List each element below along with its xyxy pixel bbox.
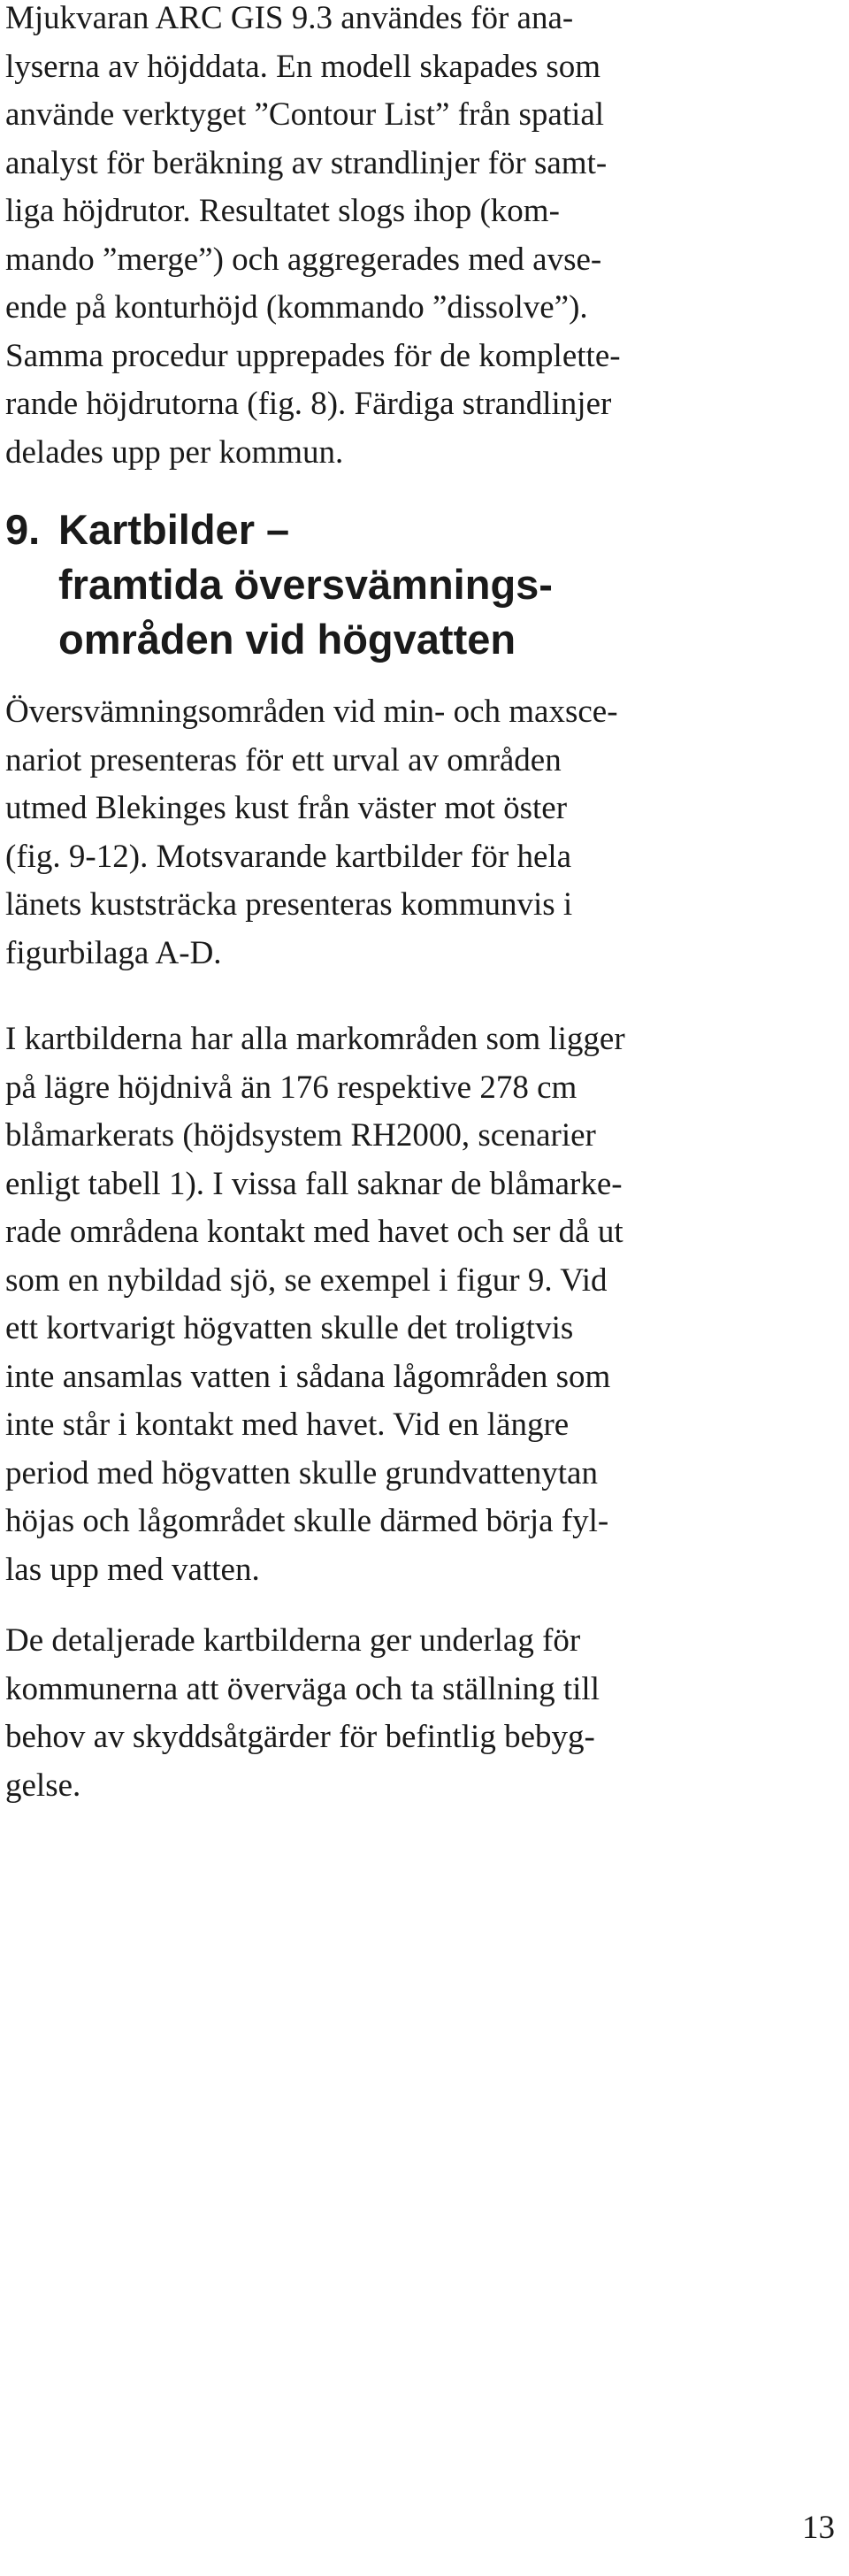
section-title-line-1: Kartbilder – — [58, 506, 290, 553]
section-title-line-3: områden vid högvatten — [58, 616, 516, 663]
section-title-line-2: framtida översvämnings- — [58, 561, 553, 608]
body-paragraph-2: I kartbilderna har alla markområden som ligger på lägre höjdnivå än 176 respektive 278 cm blåmarkerats (höjdsystem RH2000, scenarier enligt tabell 1). I vissa fall saknar de blåmarke- rade områdena kontakt med havet och ser då ut som en nybildad sjö, se exempel i figur 9. Vid ett kortvarigt högvatten skulle det troligtvis inte ansamlas vatten i sådana lågområden som inte står i kontakt med havet. Vid en längre period med högvatten skulle grundvattenytan höjas och lågområdet skulle därmed börja fyl- las upp med vatten. — [5, 1021, 625, 1588]
section-heading — [5, 502, 815, 667]
section-number: 9. — [5, 506, 41, 553]
body-paragraph-1: Översvämningsområden vid min- och maxsce- nariot presenteras för ett urval av områden utmed Blekinges kust från väster mot öster (fig. 9-12). Motsvarande kartbilder för hela länets kuststräcka presenteras kommunvis i figurbilaga A-D. — [5, 694, 618, 971]
section-heading-line-1 — [5, 502, 815, 557]
body-paragraph-3: De detaljerade kartbilderna ger underlag för kommunerna att överväga och ta ställning till behov av skyddsåtgärder för befintlig bebyg- gelse. — [5, 1622, 600, 1804]
page-number: 13 — [802, 2510, 835, 2546]
intro-paragraph: Mjukvaran ARC GIS 9.3 användes för ana- lyserna av höjddata. En modell skapades som använde verktyget ”Contour List” från spatial analyst för beräkning av strandlinjer för samt- liga höjdrutor. Resultatet slogs ihop (kom- mando ”merge”) och aggregerades med avse- ende på konturhöjd (kommando ”dissolve”). Samma procedur upprepades för de komplette- rande höjdrutorna (fig. 8). Färdiga strandlinjer delades upp per kommun. — [5, 0, 621, 471]
